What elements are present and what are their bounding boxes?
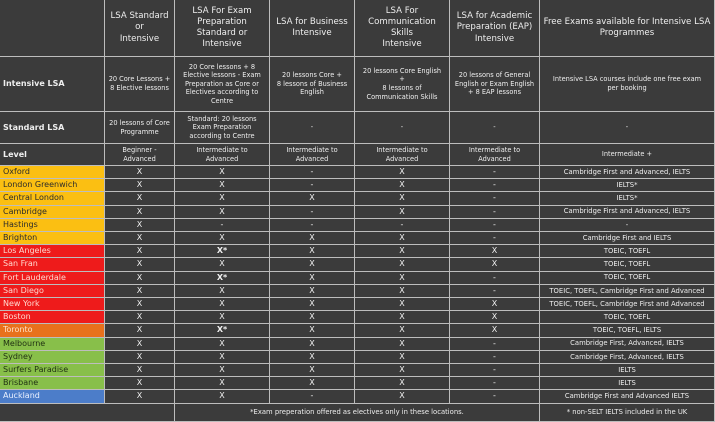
standard-cell-col4: - bbox=[270, 112, 355, 144]
availability-mark: X bbox=[105, 324, 175, 337]
level-cell-col7: Intermediate + bbox=[540, 144, 715, 166]
level-cell-col5: Intermediate to Advanced bbox=[355, 144, 450, 166]
intensive-cell-col5: 20 lessons Core English + 8 lessons of Communication Skills bbox=[355, 57, 450, 112]
location-name: Brisbane bbox=[0, 377, 105, 390]
availability-mark: - bbox=[270, 166, 355, 179]
availability-mark: - bbox=[450, 351, 540, 364]
availability-mark: X bbox=[175, 258, 270, 271]
level-cell-col3: Intermediate to Advanced bbox=[175, 144, 270, 166]
availability-mark: X* bbox=[175, 245, 270, 258]
level-cell-col6: Intermediate to Advanced bbox=[450, 144, 540, 166]
location-name: Sydney bbox=[0, 351, 105, 364]
availability-mark: X bbox=[355, 338, 450, 351]
free-exams-cell: IELTS* bbox=[540, 192, 715, 205]
availability-mark: X bbox=[270, 377, 355, 390]
free-exams-cell: TOEIC, TOEFL bbox=[540, 258, 715, 271]
availability-mark: - bbox=[450, 390, 540, 403]
level-cell-col2: Beginner - Advanced bbox=[105, 144, 175, 166]
row-label-level: Level bbox=[0, 144, 105, 166]
availability-mark: X bbox=[105, 377, 175, 390]
availability-mark: X bbox=[175, 311, 270, 324]
availability-mark: X bbox=[450, 258, 540, 271]
availability-mark: X bbox=[105, 258, 175, 271]
standard-cell-col3: Standard: 20 lessons Exam Preparation according to Centre bbox=[175, 112, 270, 144]
location-name: Oxford bbox=[0, 166, 105, 179]
availability-mark: X bbox=[355, 272, 450, 285]
availability-mark: X bbox=[105, 364, 175, 377]
location-name: Hastings bbox=[0, 219, 105, 232]
availability-mark: - bbox=[450, 179, 540, 192]
availability-mark: X bbox=[355, 192, 450, 205]
availability-mark: X bbox=[105, 351, 175, 364]
availability-mark: X bbox=[270, 285, 355, 298]
availability-mark: X bbox=[450, 245, 540, 258]
availability-mark: X bbox=[175, 285, 270, 298]
free-exams-cell: Cambridge First and Advanced, IELTS bbox=[540, 206, 715, 219]
location-name: San Diego bbox=[0, 285, 105, 298]
location-name: Central London bbox=[0, 192, 105, 205]
location-name: Los Angeles bbox=[0, 245, 105, 258]
standard-cell-col6: - bbox=[450, 112, 540, 144]
availability-mark: X bbox=[355, 179, 450, 192]
availability-mark: - bbox=[450, 285, 540, 298]
standard-cell-col2: 20 lessons of Core Programme bbox=[105, 112, 175, 144]
free-exams-cell: Cambridge First and Advanced IELTS bbox=[540, 390, 715, 403]
intensive-cell-col4: 20 lessons Core + 8 lessons of Business English bbox=[270, 57, 355, 112]
free-exams-cell: TOEIC, TOEFL bbox=[540, 272, 715, 285]
location-name: Cambridge bbox=[0, 206, 105, 219]
location-name: Boston bbox=[0, 311, 105, 324]
availability-mark: X bbox=[355, 166, 450, 179]
availability-mark: X bbox=[175, 364, 270, 377]
availability-mark: X bbox=[270, 258, 355, 271]
location-name: Auckland bbox=[0, 390, 105, 403]
intensive-cell-col7: Intensive LSA courses include one free exam per booking bbox=[540, 57, 715, 112]
availability-mark: X bbox=[105, 338, 175, 351]
free-exams-cell: IELTS bbox=[540, 377, 715, 390]
free-exams-cell: Cambridge First and IELTS bbox=[540, 232, 715, 245]
availability-mark: X bbox=[105, 179, 175, 192]
availability-mark: X bbox=[355, 364, 450, 377]
availability-mark: X bbox=[355, 298, 450, 311]
row-label-intensive: Intensive LSA bbox=[0, 57, 105, 112]
availability-mark: X bbox=[355, 351, 450, 364]
row-label-standard: Standard LSA bbox=[0, 112, 105, 144]
availability-mark: X bbox=[355, 285, 450, 298]
availability-mark: X bbox=[355, 377, 450, 390]
footer-blank bbox=[0, 404, 175, 422]
availability-mark: X* bbox=[175, 272, 270, 285]
column-header-2: LSA Standard or Intensive bbox=[105, 0, 175, 57]
availability-mark: X bbox=[105, 298, 175, 311]
free-exams-cell: Cambridge First and Advanced, IELTS bbox=[540, 166, 715, 179]
location-name: New York bbox=[0, 298, 105, 311]
free-exams-cell: IELTS bbox=[540, 364, 715, 377]
availability-mark: X bbox=[355, 311, 450, 324]
availability-mark: - bbox=[270, 219, 355, 232]
availability-mark: X bbox=[105, 285, 175, 298]
location-name: Brighton bbox=[0, 232, 105, 245]
free-exams-cell: TOEIC, TOEFL bbox=[540, 245, 715, 258]
availability-mark: X bbox=[175, 192, 270, 205]
availability-mark: X bbox=[105, 390, 175, 403]
availability-mark: - bbox=[270, 390, 355, 403]
availability-mark: X bbox=[105, 311, 175, 324]
availability-mark: - bbox=[450, 192, 540, 205]
location-name: Toronto bbox=[0, 324, 105, 337]
availability-mark: X bbox=[270, 232, 355, 245]
availability-mark: X bbox=[355, 206, 450, 219]
availability-mark: X bbox=[270, 338, 355, 351]
free-exams-cell: IELTS* bbox=[540, 179, 715, 192]
availability-mark: - bbox=[270, 179, 355, 192]
availability-mark: X bbox=[270, 298, 355, 311]
location-name: London Greenwich bbox=[0, 179, 105, 192]
availability-mark: X bbox=[355, 390, 450, 403]
availability-mark: - bbox=[450, 166, 540, 179]
availability-mark: X bbox=[450, 298, 540, 311]
column-header-7: Free Exams available for Intensive LSA Programmes bbox=[540, 0, 715, 57]
availability-mark: X bbox=[105, 245, 175, 258]
availability-mark: - bbox=[450, 232, 540, 245]
availability-mark: - bbox=[450, 364, 540, 377]
availability-mark: - bbox=[355, 219, 450, 232]
availability-mark: X bbox=[175, 377, 270, 390]
location-name: Melbourne bbox=[0, 338, 105, 351]
column-header-6: LSA for Academic Preparation (EAP) Intensive bbox=[450, 0, 540, 57]
free-exams-cell: TOEIC, TOEFL, Cambridge First and Advanced bbox=[540, 298, 715, 311]
availability-mark: X bbox=[355, 245, 450, 258]
availability-mark: X bbox=[105, 192, 175, 205]
availability-mark: X bbox=[175, 166, 270, 179]
availability-mark: X bbox=[450, 311, 540, 324]
intensive-cell-col3: 20 Core lessons + 8 Elective lessons - Exam Preparation as Core or Electives according to Centre bbox=[175, 57, 270, 112]
availability-mark: X bbox=[270, 245, 355, 258]
free-exams-cell: TOEIC, TOEFL, Cambridge First and Advanced bbox=[540, 285, 715, 298]
availability-mark: X bbox=[105, 219, 175, 232]
availability-mark: X bbox=[355, 258, 450, 271]
availability-mark: X bbox=[175, 206, 270, 219]
availability-mark: X bbox=[105, 232, 175, 245]
availability-mark: - bbox=[270, 206, 355, 219]
free-exams-cell: - bbox=[540, 219, 715, 232]
availability-mark: - bbox=[450, 272, 540, 285]
location-name: Fort Lauderdale bbox=[0, 272, 105, 285]
free-exams-cell: Cambridge First, Advanced, IELTS bbox=[540, 351, 715, 364]
location-name: Surfers Paradise bbox=[0, 364, 105, 377]
availability-mark: X bbox=[270, 364, 355, 377]
availability-mark: X bbox=[270, 192, 355, 205]
footnote-ielts: * non-SELT IELTS included in the UK bbox=[540, 404, 715, 422]
availability-mark: X bbox=[175, 179, 270, 192]
intensive-cell-col2: 20 Core Lessons + 8 Elective lessons bbox=[105, 57, 175, 112]
availability-mark: X bbox=[175, 298, 270, 311]
availability-mark: X bbox=[355, 324, 450, 337]
availability-mark: X bbox=[175, 338, 270, 351]
availability-mark: X* bbox=[175, 324, 270, 337]
availability-mark: X bbox=[270, 351, 355, 364]
availability-mark: X bbox=[175, 351, 270, 364]
column-header-4: LSA for Business Intensive bbox=[270, 0, 355, 57]
free-exams-cell: Cambridge First, Advanced, IELTS bbox=[540, 338, 715, 351]
free-exams-cell: TOEIC, TOEFL bbox=[540, 311, 715, 324]
column-header-5: LSA For Communication Skills Intensive bbox=[355, 0, 450, 57]
availability-mark: X bbox=[105, 206, 175, 219]
column-header-1 bbox=[0, 0, 105, 57]
availability-mark: X bbox=[175, 232, 270, 245]
availability-mark: - bbox=[450, 338, 540, 351]
free-exams-cell: TOEIC, TOEFL, IELTS bbox=[540, 324, 715, 337]
availability-mark: X bbox=[355, 232, 450, 245]
availability-mark: - bbox=[450, 219, 540, 232]
availability-mark: X bbox=[270, 311, 355, 324]
availability-mark: X bbox=[270, 272, 355, 285]
availability-mark: X bbox=[105, 166, 175, 179]
intensive-cell-col6: 20 lessons of General English or Exam English + 8 EAP lessons bbox=[450, 57, 540, 112]
footnote-exam-preparation: *Exam preperation offered as electives only in these locations. bbox=[175, 404, 540, 422]
availability-mark: X bbox=[270, 324, 355, 337]
level-cell-col4: Intermediate to Advanced bbox=[270, 144, 355, 166]
availability-mark: - bbox=[175, 219, 270, 232]
availability-mark: - bbox=[450, 206, 540, 219]
location-name: San Fran bbox=[0, 258, 105, 271]
standard-cell-col5: - bbox=[355, 112, 450, 144]
standard-cell-col7: - bbox=[540, 112, 715, 144]
availability-mark: - bbox=[450, 377, 540, 390]
availability-mark: X bbox=[450, 324, 540, 337]
availability-mark: X bbox=[105, 272, 175, 285]
column-header-3: LSA For Exam Preparation Standard or Intensive bbox=[175, 0, 270, 57]
availability-mark: X bbox=[175, 390, 270, 403]
